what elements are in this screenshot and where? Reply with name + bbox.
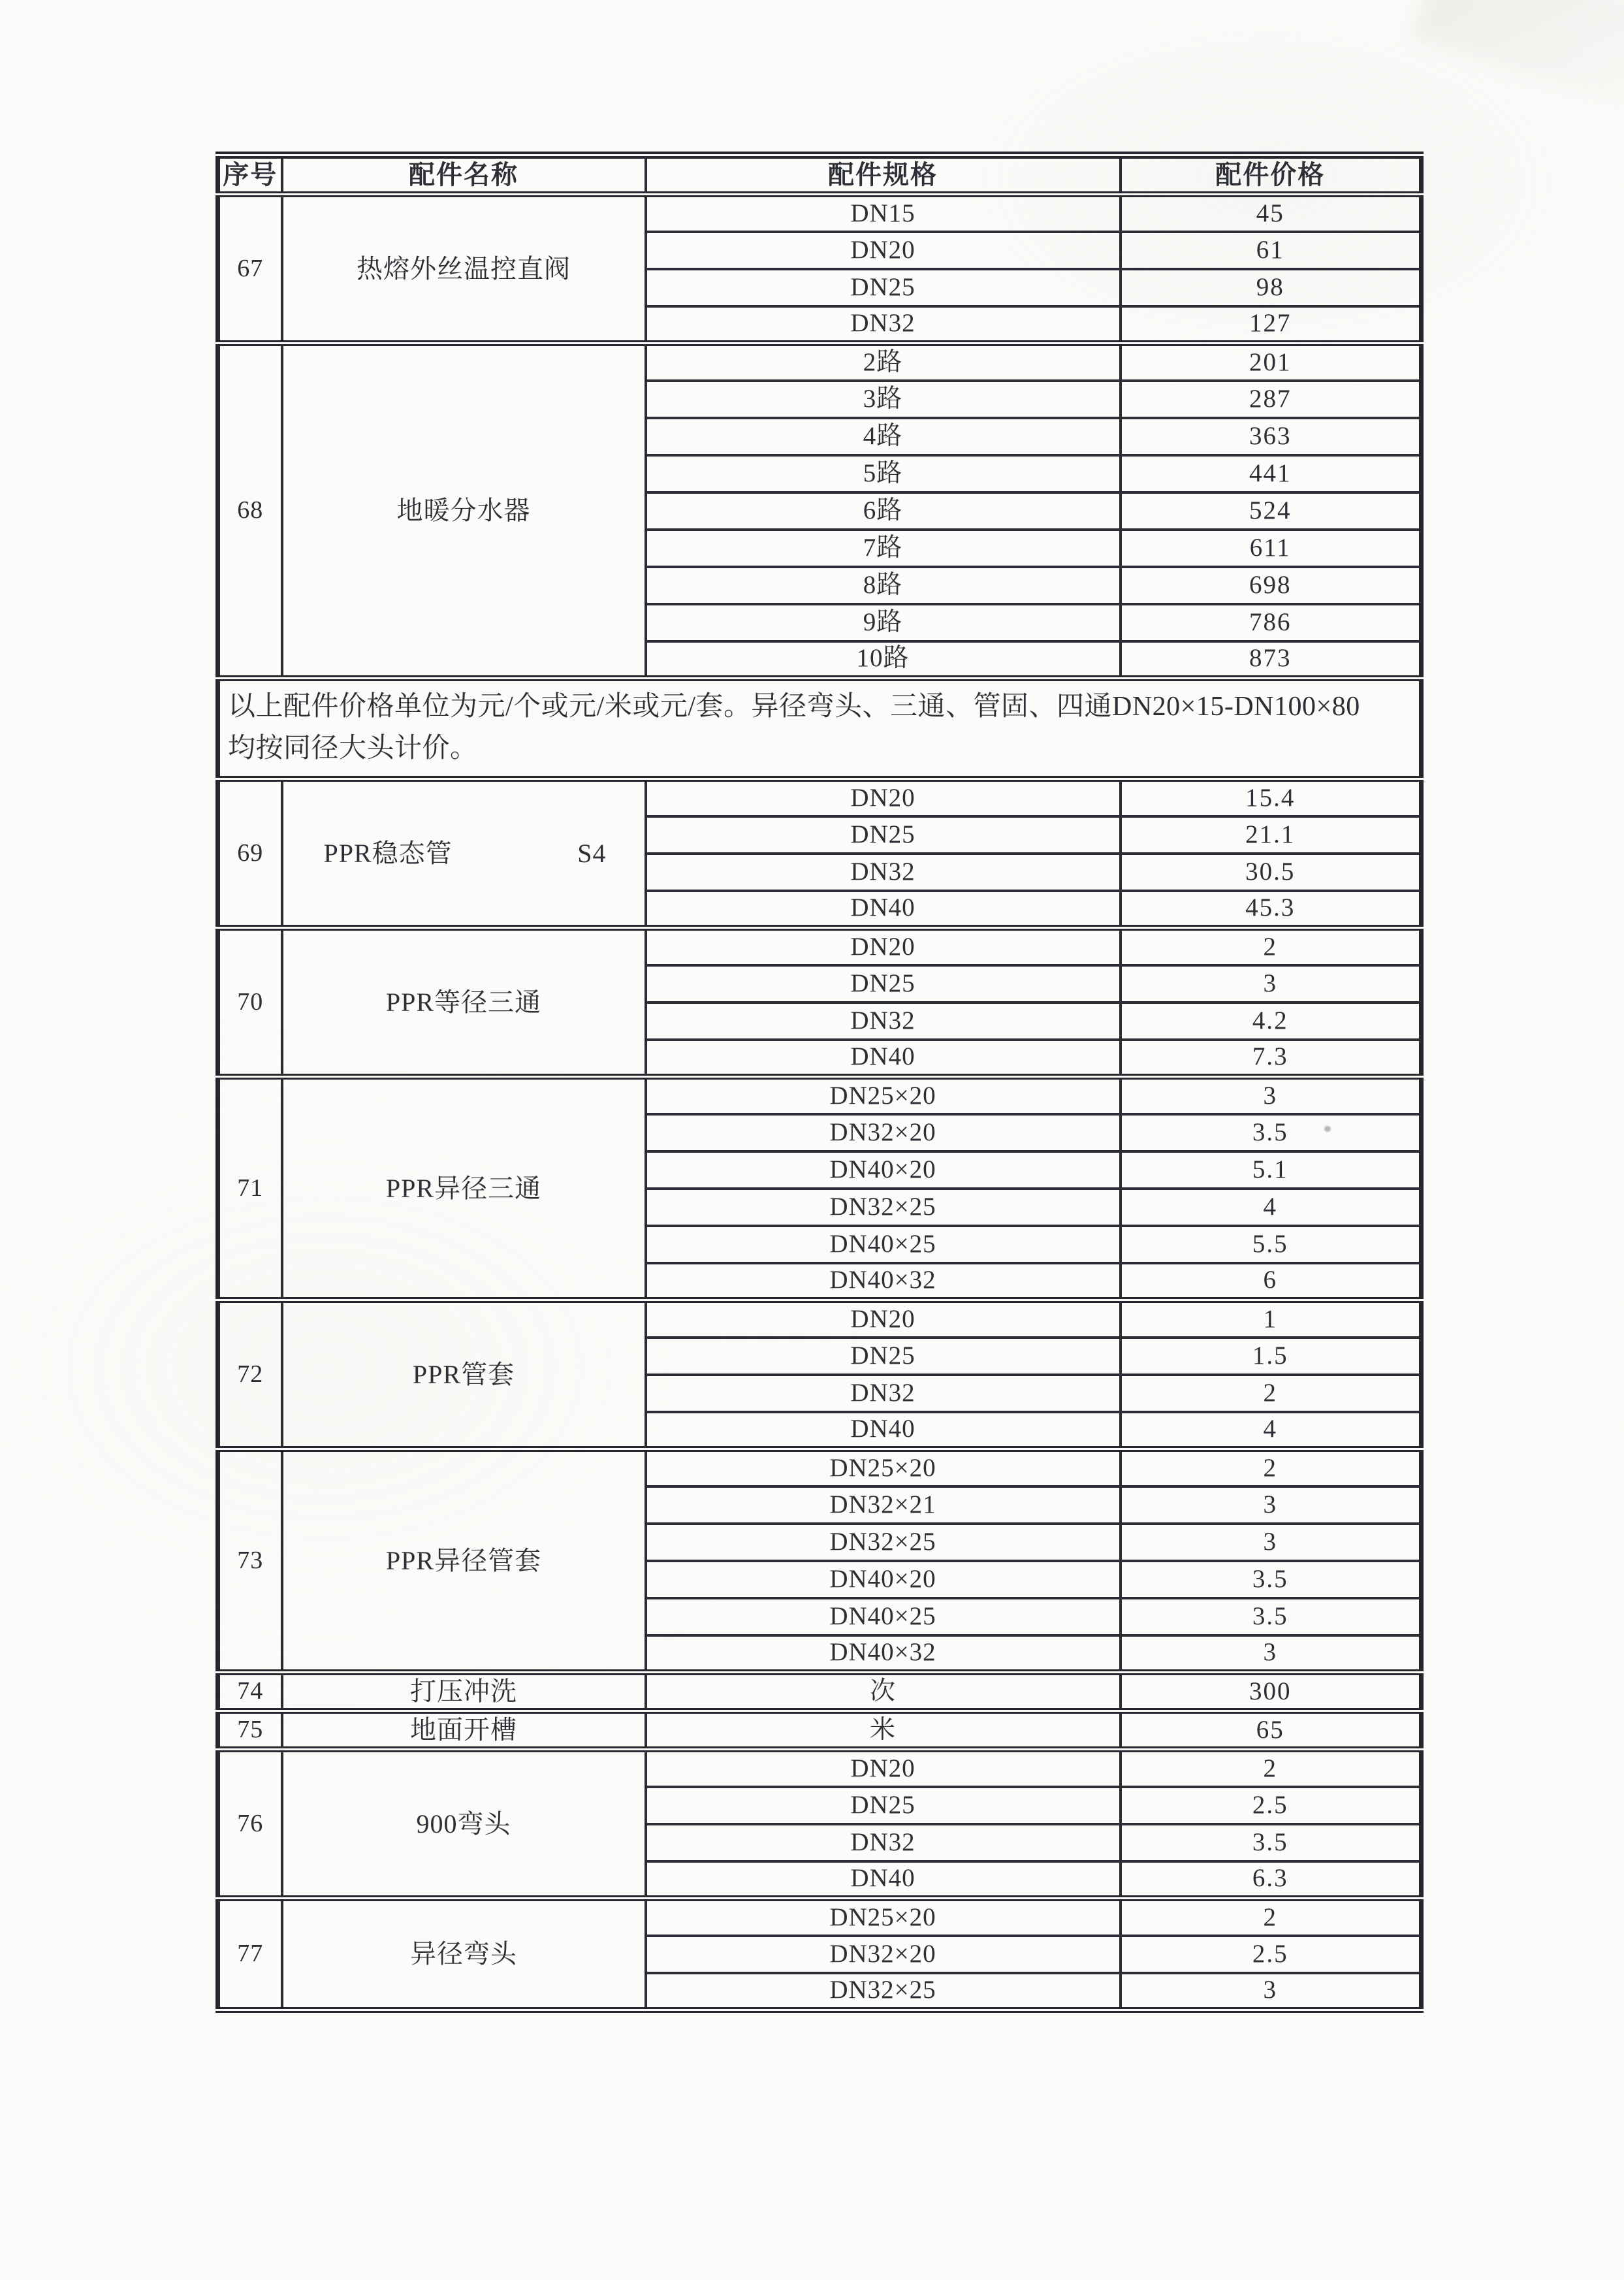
note-row — [218, 679, 1422, 779]
price-cell: 2.5 — [1121, 1936, 1422, 1973]
price-cell: 3 — [1121, 1973, 1422, 2010]
table-row — [218, 1300, 1422, 1338]
spec-cell: DN40×20 — [646, 1151, 1121, 1189]
price-cell: 15.4 — [1121, 779, 1422, 816]
spec-cell: DN25 — [646, 816, 1121, 854]
spec-cell: 2路 — [646, 344, 1121, 381]
price-cell: 45 — [1121, 195, 1422, 232]
spec-cell: DN32×20 — [646, 1936, 1121, 1973]
spec-cell: DN20 — [646, 928, 1121, 965]
spec-cell: DN20 — [646, 779, 1121, 816]
item-name-cell — [282, 779, 646, 928]
price-cell: 6 — [1121, 1263, 1422, 1300]
spec-cell: 次 — [646, 1673, 1121, 1711]
spec-cell: DN25×20 — [646, 1449, 1121, 1486]
price-cell: 5.1 — [1121, 1151, 1422, 1189]
price-cell: 4 — [1121, 1412, 1422, 1449]
price-cell: 1 — [1121, 1300, 1422, 1338]
price-cell: 698 — [1121, 567, 1422, 604]
price-cell: 524 — [1121, 492, 1422, 530]
spec-cell: DN32 — [646, 1824, 1121, 1861]
spec-cell: DN40×32 — [646, 1263, 1121, 1300]
price-cell: 127 — [1121, 306, 1422, 344]
table-row — [218, 1449, 1422, 1486]
item-name-cell: 打压冲洗 — [282, 1673, 646, 1711]
spec-cell: DN32×20 — [646, 1114, 1121, 1151]
price-cell: 65 — [1121, 1711, 1422, 1750]
note-cell — [218, 679, 1422, 779]
item-name-cell: 异径弯头 — [282, 1899, 646, 2010]
item-name: PPR稳态管 — [323, 838, 453, 868]
spec-cell: 米 — [646, 1711, 1121, 1750]
item-name-cell: PPR异径三通 — [282, 1077, 646, 1300]
item-name-cell: 热熔外丝温控直阀 — [282, 195, 646, 344]
price-cell: 1.5 — [1121, 1338, 1422, 1375]
note-line: 以上配件价格单位为元/个或元/米或元/套。异径弯头、三通、管固、四通DN20×15-DN100×80 — [228, 691, 1360, 722]
spec-cell: DN25×20 — [646, 1077, 1121, 1114]
spec-cell: DN40 — [646, 1861, 1121, 1899]
spec-cell: DN32 — [646, 854, 1121, 891]
spec-cell: 3路 — [646, 381, 1121, 418]
table-row — [218, 1750, 1422, 1787]
item-number-cell: 77 — [218, 1899, 282, 2010]
spec-cell: 4路 — [646, 418, 1121, 455]
spec-cell: DN32×21 — [646, 1486, 1121, 1524]
spec-cell: DN40×20 — [646, 1561, 1121, 1598]
spec-cell: DN25 — [646, 1338, 1121, 1375]
table-body — [218, 195, 1422, 2010]
table-row — [218, 1077, 1422, 1114]
item-number-cell: 76 — [218, 1750, 282, 1899]
item-name-cell: 900弯头 — [282, 1750, 646, 1899]
price-cell: 4 — [1121, 1189, 1422, 1226]
spec-cell: DN40 — [646, 1040, 1121, 1077]
price-cell: 3 — [1121, 1077, 1422, 1114]
spec-cell: DN40×25 — [646, 1226, 1121, 1263]
spec-cell: DN40×25 — [646, 1598, 1121, 1635]
item-name-suffix: S4 — [577, 838, 607, 868]
item-name-cell: 地暖分水器 — [282, 344, 646, 679]
spec-cell: DN32×25 — [646, 1973, 1121, 2010]
item-number-cell: 73 — [218, 1449, 282, 1673]
spec-cell: 9路 — [646, 604, 1121, 641]
price-cell: 3 — [1121, 1635, 1422, 1673]
price-cell: 3.5 — [1121, 1824, 1422, 1861]
item-number-cell: 74 — [218, 1673, 282, 1711]
spec-cell: DN40×32 — [646, 1635, 1121, 1673]
item-number-cell: 68 — [218, 344, 282, 679]
price-cell: 3 — [1121, 1486, 1422, 1524]
spec-cell: DN25 — [646, 965, 1121, 1003]
price-cell: 30.5 — [1121, 854, 1422, 891]
price-cell: 3.5 — [1121, 1114, 1422, 1151]
spec-cell: DN40 — [646, 891, 1121, 928]
table-row — [218, 1673, 1422, 1711]
price-cell: 7.3 — [1121, 1040, 1422, 1077]
price-cell: 4.2 — [1121, 1003, 1422, 1040]
price-cell: 786 — [1121, 604, 1422, 641]
header-part-name: 配件名称 — [282, 155, 646, 195]
item-number-cell: 70 — [218, 928, 282, 1077]
item-name-cell: PPR异径管套 — [282, 1449, 646, 1673]
price-cell: 441 — [1121, 455, 1422, 492]
price-cell: 2.5 — [1121, 1787, 1422, 1824]
table-row — [218, 195, 1422, 232]
spec-cell: DN32 — [646, 306, 1121, 344]
header-row — [218, 155, 1422, 195]
spec-cell: DN20 — [646, 232, 1121, 269]
spec-cell: DN32 — [646, 1003, 1121, 1040]
table-row — [218, 1899, 1422, 1936]
price-cell: 2 — [1121, 1375, 1422, 1412]
item-name-group — [324, 837, 607, 870]
spec-cell: 5路 — [646, 455, 1121, 492]
spec-cell: DN25 — [646, 1787, 1121, 1824]
price-cell: 2 — [1121, 1750, 1422, 1787]
table-header — [218, 155, 1422, 195]
item-number-cell: 71 — [218, 1077, 282, 1300]
item-number-cell: 69 — [218, 779, 282, 928]
spec-cell: 6路 — [646, 492, 1121, 530]
price-cell: 611 — [1121, 530, 1422, 567]
table-row — [218, 1711, 1422, 1750]
note-line: 均按同径大头计价。 — [228, 733, 478, 763]
table-row — [218, 928, 1422, 965]
header-index: 序号 — [218, 155, 282, 195]
price-cell: 3 — [1121, 1524, 1422, 1561]
price-cell: 3 — [1121, 965, 1422, 1003]
price-cell: 287 — [1121, 381, 1422, 418]
table-row — [218, 779, 1422, 816]
spec-cell: DN32×25 — [646, 1189, 1121, 1226]
price-cell: 45.3 — [1121, 891, 1422, 928]
price-cell: 5.5 — [1121, 1226, 1422, 1263]
price-cell: 61 — [1121, 232, 1422, 269]
price-cell: 6.3 — [1121, 1861, 1422, 1899]
spec-cell: DN32×25 — [646, 1524, 1121, 1561]
item-number-cell: 67 — [218, 195, 282, 344]
spec-cell: DN25 — [646, 269, 1121, 306]
scan-artifact — [1412, 0, 1624, 114]
price-cell: 2 — [1121, 1449, 1422, 1486]
header-part-price: 配件价格 — [1121, 155, 1422, 195]
spec-cell: 8路 — [646, 567, 1121, 604]
price-cell: 201 — [1121, 344, 1422, 381]
spec-cell: DN40 — [646, 1412, 1121, 1449]
spec-cell: DN15 — [646, 195, 1121, 232]
spec-cell: DN20 — [646, 1300, 1121, 1338]
item-name-cell: PPR等径三通 — [282, 928, 646, 1077]
spec-cell: DN20 — [646, 1750, 1121, 1787]
item-name-cell: 地面开槽 — [282, 1711, 646, 1750]
price-cell: 2 — [1121, 1899, 1422, 1936]
price-cell: 3.5 — [1121, 1561, 1422, 1598]
price-cell: 873 — [1121, 641, 1422, 679]
price-cell: 363 — [1121, 418, 1422, 455]
spec-cell: DN25×20 — [646, 1899, 1121, 1936]
item-number-cell: 75 — [218, 1711, 282, 1750]
item-number-cell: 72 — [218, 1300, 282, 1449]
spec-cell: 10路 — [646, 641, 1121, 679]
spec-cell: DN32 — [646, 1375, 1121, 1412]
item-name-cell: PPR管套 — [282, 1300, 646, 1449]
price-cell: 98 — [1121, 269, 1422, 306]
parts-price-table — [215, 152, 1424, 2013]
spec-cell: 7路 — [646, 530, 1121, 567]
price-cell: 2 — [1121, 928, 1422, 965]
price-cell: 21.1 — [1121, 816, 1422, 854]
price-cell: 300 — [1121, 1673, 1422, 1711]
price-cell: 3.5 — [1121, 1598, 1422, 1635]
header-part-spec: 配件规格 — [646, 155, 1121, 195]
table-row — [218, 344, 1422, 381]
